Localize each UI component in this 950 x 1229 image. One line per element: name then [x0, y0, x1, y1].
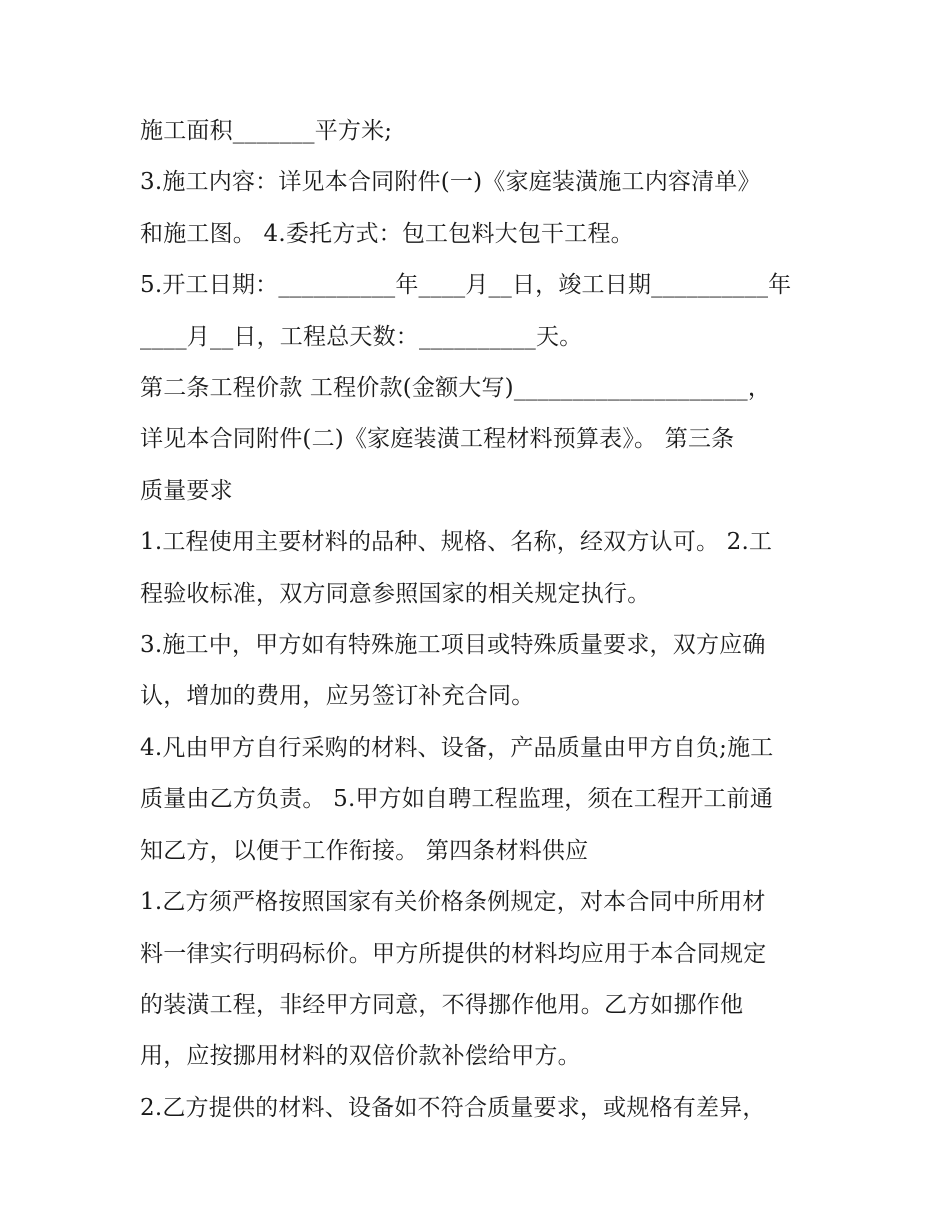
- text-line-19: 用，应按挪用材料的双倍价款补偿给甲方。: [140, 1043, 581, 1070]
- document-body: [140, 106, 820, 1134]
- text-line-3: 和施工图。 4.委托方式：包工包料大包干工程。: [140, 220, 634, 247]
- text-line-7: 详见本合同附件(二)《家庭装潢工程材料预算表》。 第三条: [140, 426, 735, 453]
- text-line-16: 1.乙方须严格按照国家有关价格条例规定，对本合同中所用材: [140, 889, 766, 916]
- text-line-11: 3.施工中，甲方如有特殊施工项目或特殊质量要求，双方应确: [140, 632, 766, 659]
- text-line-15: 知乙方，以便于工作衔接。 第四条材料供应: [140, 837, 589, 864]
- section-heading-quality: 质量要求: [140, 477, 233, 504]
- text-line-12: 认，增加的费用，应另签订补充合同。: [140, 683, 535, 710]
- text-line-10: 程验收标准，双方同意参照国家的相关规定执行。: [140, 580, 651, 607]
- text-line-5: ____月__日，工程总天数：__________天。: [140, 323, 583, 350]
- text-line-20: 2.乙方提供的材料、设备如不符合质量要求，或规格有差异，: [140, 1094, 766, 1121]
- text-line-4: 5.开工日期：__________年____月__日，竣工日期__________年: [140, 272, 792, 299]
- text-line-13: 4.凡由甲方自行采购的材料、设备，产品质量由甲方自负;施工: [140, 734, 774, 761]
- text-line-14: 质量由乙方负责。 5.甲方如自聘工程监理，须在工程开工前通: [140, 786, 774, 813]
- text-line-17: 料一律实行明码标价。甲方所提供的材料均应用于本合同规定: [140, 940, 767, 967]
- text-line-18: 的装潢工程，非经甲方同意，不得挪作他用。乙方如挪作他: [140, 991, 744, 1018]
- text-line-9: 1.工程使用主要材料的品种、规格、名称，经双方认可。 2.工: [140, 529, 773, 556]
- text-line-6: 第二条工程价款 工程价款(金额大写)____________________，: [140, 375, 772, 402]
- text-line-2: 3.施工内容：详见本合同附件(一)《家庭装潢施工内容清单》: [140, 169, 761, 196]
- text-line-1: 施工面积_______平方米;: [140, 118, 393, 144]
